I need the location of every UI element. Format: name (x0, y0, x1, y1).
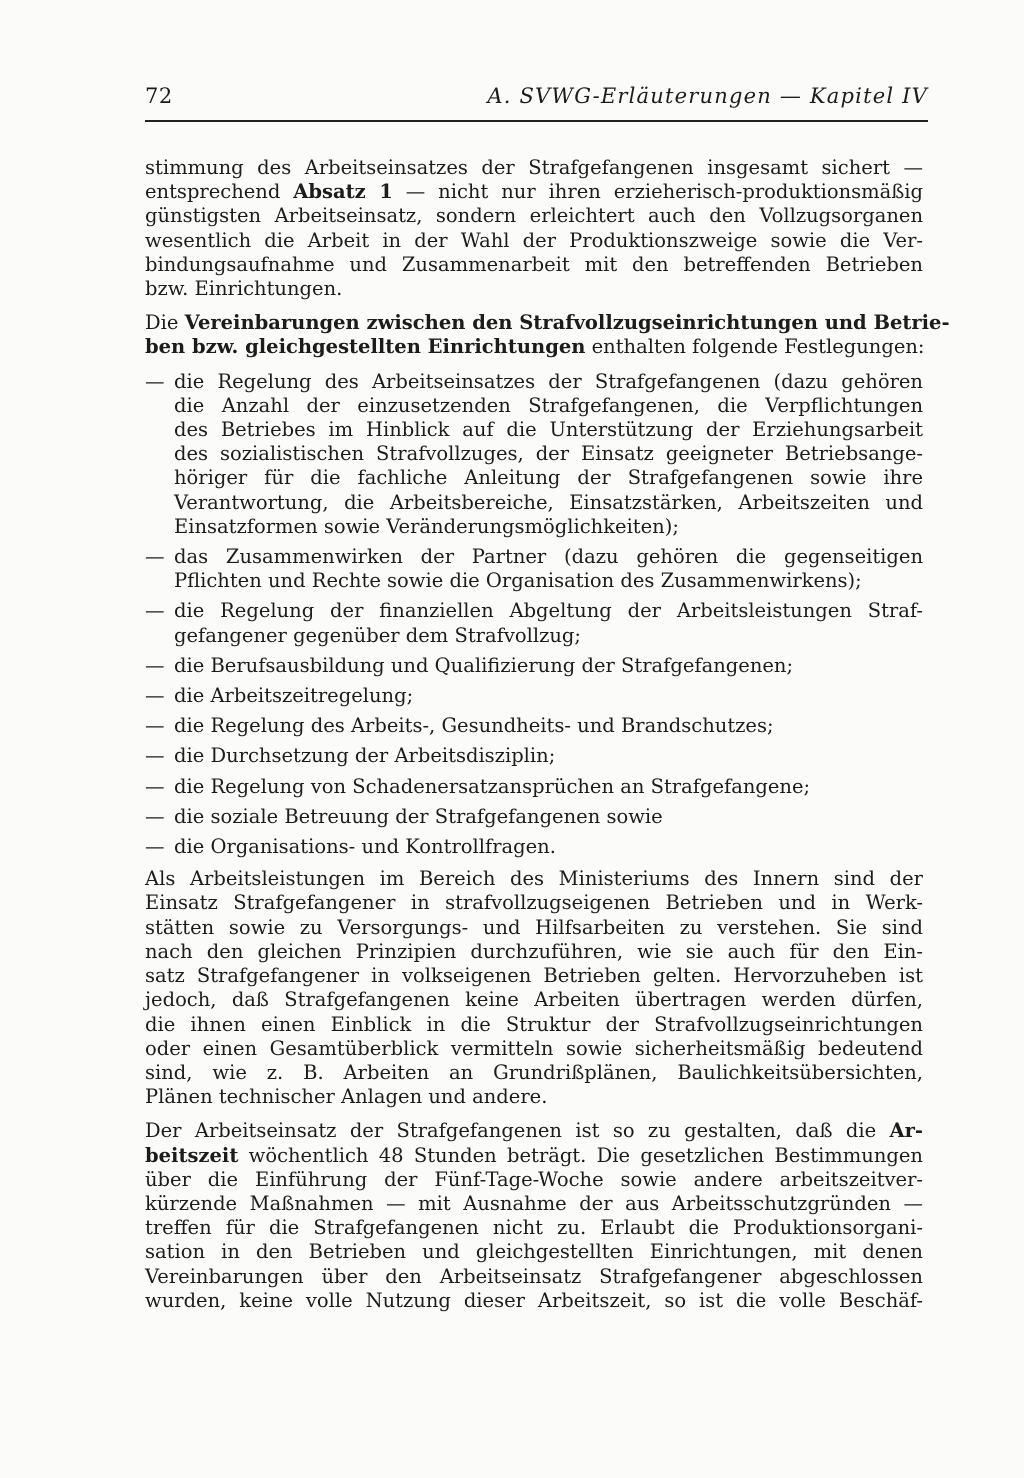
text-line: oder einen Gesamtüberblick vermitteln sowie sicherheitsmäßig bedeutend (145, 1036, 923, 1060)
text-line: die ihnen einen Einblick in die Struktur der Strafvollzugseinrichtungen (145, 1012, 923, 1036)
bold-term: Vereinbarungen zwischen den Strafvollzugseinrichtungen und Betrie- (184, 311, 950, 335)
dash-bullet: — (145, 369, 165, 393)
dash-bullet: — (145, 774, 165, 798)
text-line: Einsatzformen sowie Veränderungsmöglichkeiten); (174, 514, 679, 538)
text-line (145, 335, 923, 359)
text-line: gefangener gegenüber dem Strafvollzug; (174, 623, 581, 647)
text-line: treffen für die Strafgefangenen nicht zu. Erlaubt die Produktionsorgani- (145, 1216, 923, 1240)
list-item (145, 684, 923, 708)
dash-bullet: — (145, 599, 165, 623)
text-line: die Regelung der finanziellen Abgeltung der Arbeitsleistungen Straf- (174, 599, 923, 623)
text-line: die Regelung des Arbeitseinsatzes der Strafgefangenen (dazu gehören (174, 369, 923, 393)
text-line: die soziale Betreuung der Strafgefangenen sowie (174, 804, 663, 828)
dash-bullet: — (145, 804, 165, 828)
text-line: die Arbeitszeitregelung; (174, 684, 414, 708)
text-line: Einsatz Strafgefangener in strafvollzugseigenen Betrieben und in Werk- (145, 891, 923, 915)
bold-term: ben bzw. gleichgestellten Einrichtungen (145, 335, 586, 359)
list-item (145, 370, 923, 539)
text-line: jedoch, daß Strafgefangenen keine Arbeiten übertragen werden dürfen, (145, 988, 923, 1012)
text-span: — nicht nur ihren erzieherisch-produktionsmäßig (392, 180, 924, 204)
paragraph-4 (145, 1119, 923, 1313)
text-line: wesentlich die Arbeit in der Wahl der Produktionszweige sowie die Ver- (145, 228, 923, 252)
text-line (145, 311, 950, 335)
text-line: satz Strafgefangener in volkseigenen Betrieben gelten. Hervorzuheben ist (145, 964, 923, 988)
list-item (145, 654, 923, 678)
running-title: A. SVWG-Erläuterungen — Kapitel IV (487, 84, 928, 108)
text-line: die Berufsausbildung und Qualifizierung der Strafgefangenen; (174, 653, 794, 677)
list-item (145, 599, 923, 647)
text-line: die Regelung des Arbeits-, Gesundheits- und Brandschutzes; (174, 714, 774, 738)
page-number: 72 (145, 84, 173, 108)
text-line: günstigsten Arbeitseinsatz, sondern erleichtert auch den Vollzugsorganen (145, 204, 923, 228)
bold-term: beitszeit (145, 1143, 239, 1167)
list-item (145, 714, 923, 738)
text-line: die Organisations- und Kontrollfragen. (174, 835, 556, 859)
text-line (145, 1144, 923, 1168)
text-line: Plänen technischer Anlagen und andere. (145, 1085, 548, 1109)
list-item (145, 835, 923, 859)
text-line: Vereinbarungen über den Arbeitseinsatz Strafgefangener abgeschlossen (145, 1264, 923, 1288)
list-item (145, 545, 923, 593)
paragraph-2 (145, 311, 950, 359)
text-line: wurden, keine volle Nutzung dieser Arbeitszeit, so ist die volle Beschäf- (145, 1288, 923, 1312)
text-line: stätten sowie zu Versorgungs- und Hilfsarbeiten zu verstehen. Sie sind (145, 915, 923, 939)
dash-bullet: — (145, 744, 165, 768)
text-span: enthalten folgende Festlegungen: (585, 335, 925, 359)
list-item (145, 805, 923, 829)
text-line (145, 180, 923, 204)
dash-bullet: — (145, 653, 165, 677)
text-line: nach den gleichen Prinzipien durchzuführen, wie sie auch für den Ein- (145, 939, 923, 963)
text-line: stimmung des Arbeitseinsatzes der Strafgefangenen insgesamt sichert — (145, 156, 923, 179)
text-line: die Regelung von Schadenersatzansprüchen an Strafgefangene; (174, 774, 811, 798)
page-body (145, 156, 950, 1323)
text-line: Pflichten und Rechte sowie die Organisation des Zusammenwirkens); (174, 569, 862, 593)
bold-term: Ar- (889, 1119, 923, 1143)
provisions-list (145, 370, 923, 860)
dash-bullet: — (145, 714, 165, 738)
text-line: das Zusammenwirken der Partner (dazu gehören die gegenseitigen (174, 545, 923, 569)
text-line (145, 1119, 923, 1143)
dash-bullet: — (145, 545, 165, 569)
text-line: bzw. Einrichtungen. (145, 277, 343, 301)
dash-bullet: — (145, 835, 165, 859)
text-line: Verantwortung, die Arbeitsbereiche, Einsatzstärken, Arbeitszeiten und (174, 490, 923, 514)
text-line: die Durchsetzung der Arbeitsdisziplin; (174, 744, 556, 768)
page-header (145, 84, 928, 120)
text-line: des sozialistischen Strafvollzuges, der Einsatz geeigneter Betriebsange- (174, 442, 923, 466)
text-line: kürzende Maßnahmen — mit Ausnahme der aus Arbeitsschutzgründen — (145, 1191, 923, 1215)
text-line: sind, wie z. B. Arbeiten an Grundrißplänen, Baulichkeitsübersichten, (145, 1060, 923, 1084)
list-item (145, 775, 923, 799)
header-rule (145, 120, 928, 122)
dash-bullet: — (145, 684, 165, 708)
list-item (145, 744, 923, 768)
paragraph-1 (145, 156, 923, 301)
text-span: Der Arbeitseinsatz der Strafgefangenen ist so zu gestalten, daß die (145, 1119, 890, 1143)
text-span: Die (145, 311, 185, 335)
text-line: über die Einführung der Fünf-Tage-Woche sowie andere arbeitszeitver- (145, 1167, 923, 1191)
text-line: höriger für die fachliche Anleitung der Strafgefangenen sowie ihre (174, 466, 923, 490)
text-line: des Betriebes im Hinblick auf die Unterstützung der Erziehungsarbeit (174, 418, 923, 442)
text-span: entsprechend (145, 180, 294, 204)
text-line: die Anzahl der einzusetzenden Strafgefangenen, die Verpflichtungen (174, 393, 923, 417)
text-span: wöchentlich 48 Stunden beträgt. Die gesetzlichen Bestimmungen (238, 1143, 923, 1167)
paragraph-3 (145, 867, 923, 1109)
text-line: sation in den Betrieben und gleichgestellten Einrichtungen, mit denen (145, 1240, 923, 1264)
text-line: bindungsaufnahme und Zusammenarbeit mit den betreffenden Betrieben (145, 252, 923, 276)
bold-reference: Absatz 1 (293, 180, 393, 204)
text-line: Als Arbeitsleistungen im Bereich des Ministeriums des Innern sind der (145, 867, 923, 891)
